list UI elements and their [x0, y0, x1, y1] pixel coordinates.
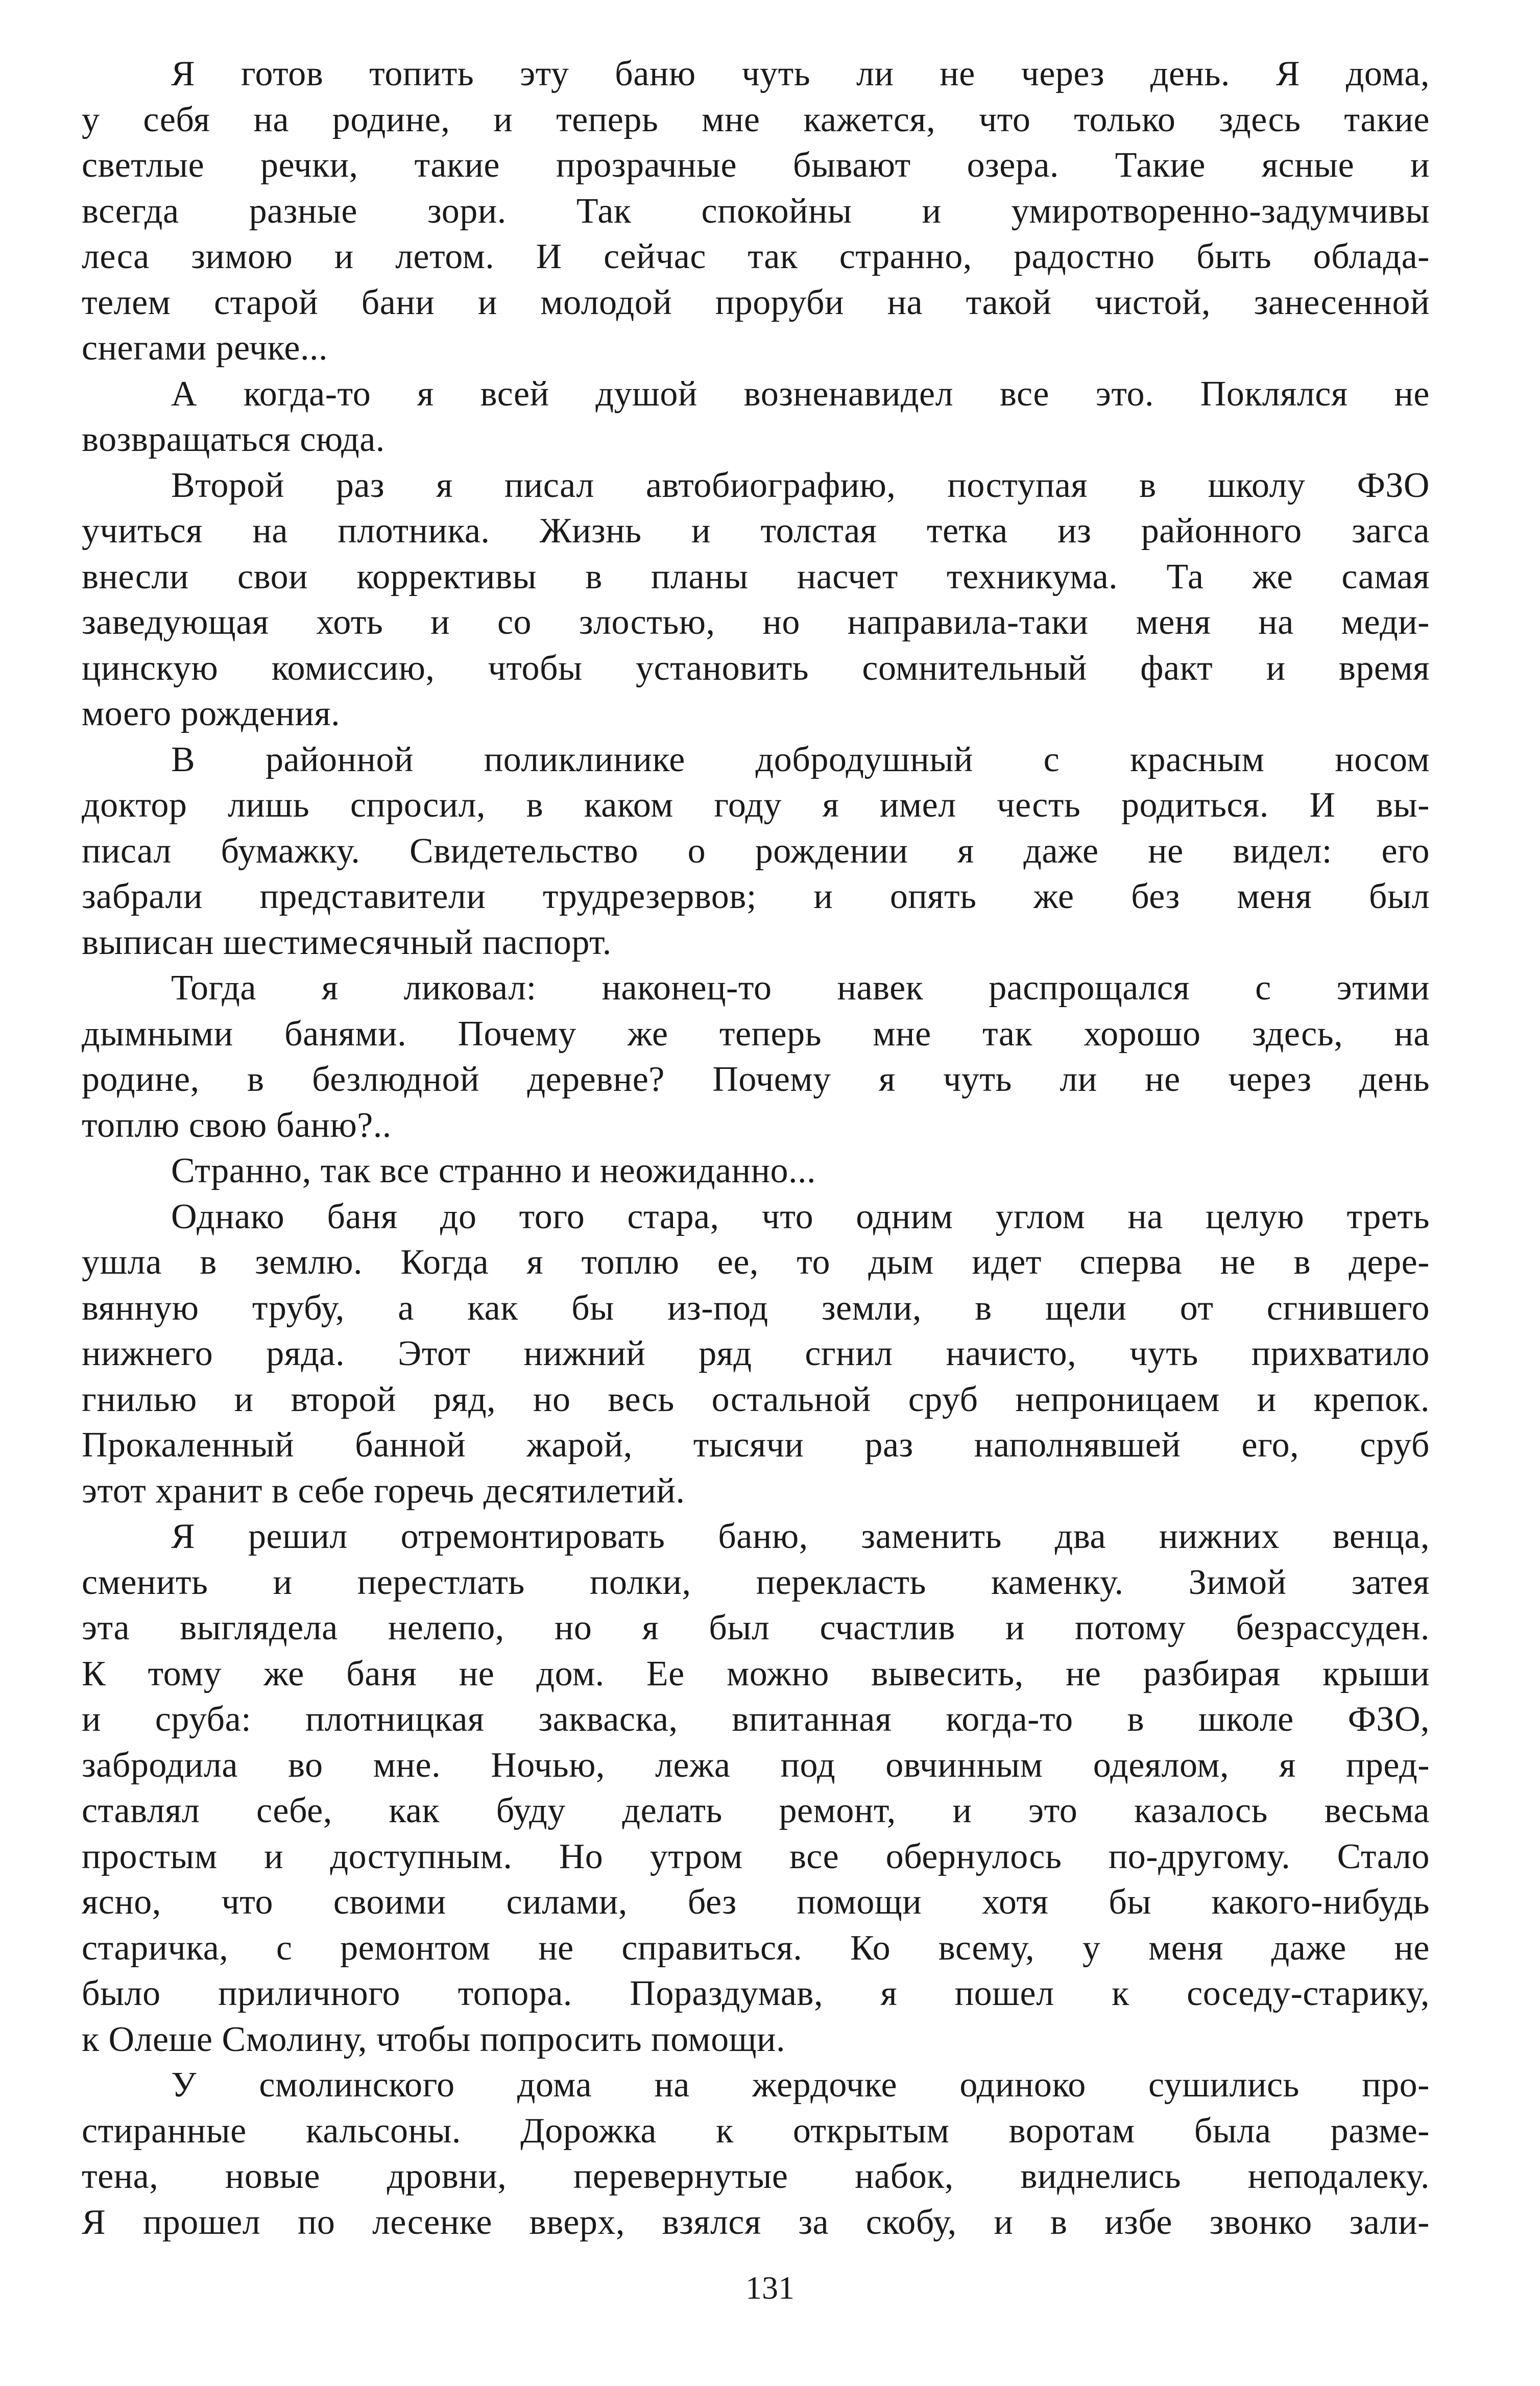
text-line: выписан шестимесячный паспорт.	[82, 922, 612, 962]
text-line: дымными банями. Почему же теперь мне так хорошо здесь, на	[82, 1014, 1430, 1054]
text-line: леса зимою и летом. И сейчас так странно, радостно быть облада-	[82, 237, 1430, 276]
text-line: Однако баня до того стара, что одним углом на целую треть	[171, 1197, 1430, 1236]
text-line: писал бумажку. Свидетельство о рождении я даже не видел: его	[82, 831, 1430, 871]
text-line: стиранные кальсоны. Дорожка к открытым воротам была размe-	[82, 2111, 1430, 2151]
text-line: старичка, с ремонтом не справиться. Ко всему, у меня даже не	[82, 1928, 1430, 1968]
text-line: эта выглядела нелепо, но я был счастлив и потому безрассуден.	[82, 1608, 1430, 1648]
text-line: и сруба: плотницкая закваска, впитанная когда-то в школе ФЗО,	[82, 1700, 1430, 1739]
text-line: ясно, что своими силами, без помощи хотя бы какого-нибудь	[82, 1882, 1430, 1922]
text-line: было приличного топора. Пораздумав, я пошел к соседу-старику,	[82, 1974, 1430, 2013]
text-line: ставлял себе, как буду делать ремонт, и это казалось весьма	[82, 1791, 1430, 1830]
text-line: снегами речке...	[82, 328, 328, 368]
text-line: возвращаться сюда.	[82, 420, 385, 459]
text-line: простым и доступным. Но утром все обернулось по-другому. Стало	[82, 1836, 1430, 1876]
text-line: Странно, так все странно и неожиданно...	[171, 1151, 816, 1190]
text-line: вянную трубу, а как бы из-под земли, в щели от сгнившего	[82, 1288, 1430, 1328]
text-line: нижнего ряда. Этот нижний ряд сгнил начисто, чуть прихватило	[82, 1334, 1430, 1373]
page-number: 131	[745, 2270, 795, 2306]
text-line: всегда разные зори. Так спокойны и умиротворенно-задумчивы	[82, 191, 1430, 231]
text-line: ушла в землю. Когда я топлю ее, то дым идет сперва не в дере-	[82, 1243, 1430, 1282]
text-line: Второй раз я писал автобиографию, поступая в школу ФЗО	[171, 465, 1430, 505]
text-line: у себя на родине, и теперь мне кажется, что только здесь такие	[82, 100, 1430, 139]
text-line: к Олеше Смолину, чтобы попросить помощи.	[82, 2019, 785, 2059]
text-line: забродила во мне. Ночью, лежа под овчинным одеялом, я пред-	[82, 1745, 1430, 1785]
text-line: внесли свои коррективы в планы насчет техникума. Та же самая	[82, 557, 1430, 596]
text-line: заведующая хоть и со злостью, но направила-таки меня на меди-	[82, 603, 1430, 642]
text-line: доктор лишь спросил, в каком году я имел честь родиться. И вы-	[82, 785, 1430, 825]
text-line: этот хранит в себе горечь десятилетий.	[82, 1471, 685, 1511]
text-line: телем старой бани и молодой проруби на такой чистой, занесенной	[82, 282, 1430, 322]
text-line: гнилью и второй ряд, но весь остальной сруб непроницаем и крепок.	[82, 1379, 1430, 1419]
text-line: забрали представители трудрезервов; и опять же без меня был	[82, 877, 1430, 916]
text-line: сменить и перестлать полки, перекласть каменку. Зимой затея	[82, 1562, 1430, 1602]
text-line: Прокаленный банной жарой, тысячи раз наполнявшей его, сруб	[82, 1425, 1430, 1465]
text-line: А когда-то я всей душой возненавидел все это. Поклялся не	[171, 374, 1430, 414]
book-page-text	[82, 51, 1430, 2245]
text-line: Я готов топить эту баню чуть ли не через день. Я дома,	[171, 54, 1430, 93]
text-line: топлю свою баню?..	[82, 1105, 392, 1145]
text-line: моего рождения.	[82, 694, 341, 733]
text-line: У смолинского дома на жердочке одиноко сушились про-	[171, 2065, 1430, 2105]
text-line: учиться на плотника. Жизнь и толстая тетка из районного загса	[82, 511, 1430, 551]
text-line: Я прошел по лесенке вверх, взялся за скобу, и в избе звонко зали-	[82, 2202, 1430, 2242]
text-line: тена, новые дровни, перевернутые набок, виднелись неподалеку.	[82, 2157, 1430, 2196]
text-line: В районной поликлинике добродушный с красным носом	[171, 739, 1430, 779]
text-line: цинскую комиссию, чтобы установить сомнительный факт и время	[82, 648, 1430, 688]
text-line: светлые речки, такие прозрачные бывают озера. Такие ясные и	[82, 146, 1430, 185]
text-line: Я решил отремонтировать баню, заменить два нижних венца,	[171, 1517, 1430, 1556]
text-line: Тогда я ликовал: наконец-то навек распрощался с этими	[171, 968, 1430, 1008]
text-line: родине, в безлюдной деревне? Почему я чуть ли не через день	[82, 1060, 1430, 1099]
text-line: К тому же баня не дом. Ее можно вывесить, не разбирая крыши	[82, 1654, 1430, 1693]
